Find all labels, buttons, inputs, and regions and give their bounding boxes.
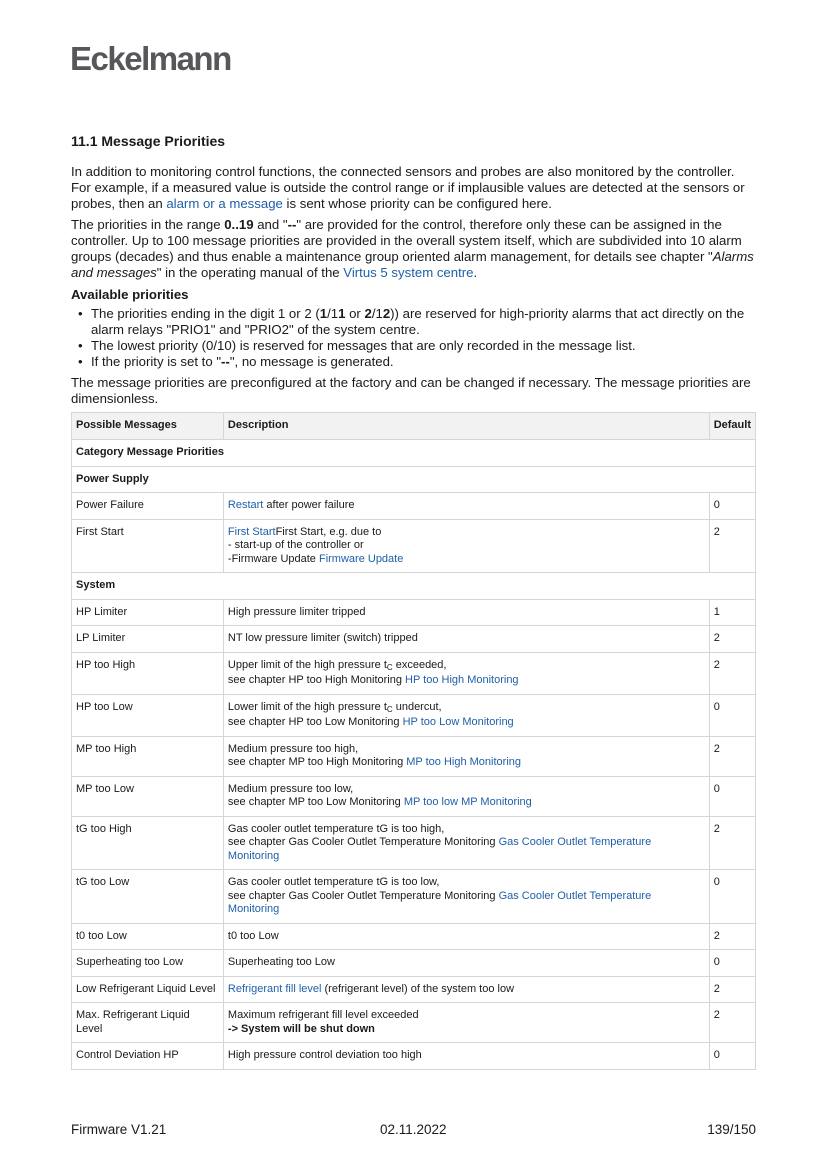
message-description: Upper limit of the high pressure $t_C$ exceeded, see chapter HP too High Monitoring HP too High Monitoring	[223, 652, 709, 694]
message-description: Maximum refrigerant fill level exceeded -> System will be shut down	[223, 1003, 709, 1043]
section-title: 11.1 Message Priorities	[71, 133, 226, 149]
table-row	[72, 599, 756, 626]
col-header-description: Description	[223, 413, 709, 440]
message-description: t0 too Low	[223, 923, 709, 950]
priorities-paragraph: The priorities in the range 0..19 and "--" are provided for the control, therefore only these can be assigned in the controller. Up to 100 message priorities are provided in the overall system itself, which are subdivided into 10 alarm groups (decades) and thus enable a maintenance group oriented alarm management, for details see chapter "Alarms and messages" in the operating manual of the Virtus 5 system centre.	[71, 217, 754, 280]
message-name: First Start	[72, 519, 224, 573]
restart-link[interactable]: Restart	[227, 499, 264, 511]
message-name: Max. Refrigerant Liquid Level	[72, 1003, 224, 1043]
page-content	[71, 133, 756, 1070]
intro-paragraph: In addition to monitoring control functions, the connected sensors and probes are also monitored by the controller. For example, if a measured value is outside the control range or if implausible values are detected at the sensors or probes, then an alarm or a message is sent whose priority can be configured here.	[71, 164, 745, 211]
page-number: 139/150	[707, 1122, 756, 1137]
table-row	[72, 519, 756, 573]
col-header-messages: Possible Messages	[72, 413, 224, 440]
message-name: HP Limiter	[72, 599, 224, 626]
message-description: High pressure control deviation too high	[223, 1043, 709, 1070]
group-system: System	[72, 573, 756, 600]
bullet-icon: •	[78, 354, 83, 369]
col-header-default: Default	[709, 413, 755, 440]
list-item: • If the priority is set to "--", no message is generated.	[78, 354, 394, 369]
table-row	[72, 816, 756, 870]
message-description: First StartFirst Start, e.g. due to - start-up of the controller or -Firmware Update Firmware Update	[223, 519, 709, 573]
table-row	[72, 950, 756, 977]
message-description: NT low pressure limiter (switch) tripped	[223, 626, 709, 653]
table-row	[72, 1003, 756, 1043]
message-name: tG too Low	[72, 870, 224, 924]
page-footer	[71, 1122, 756, 1140]
message-name: Superheating too Low	[72, 950, 224, 977]
message-description: High pressure limiter tripped	[223, 599, 709, 626]
message-default: 0	[709, 694, 755, 736]
message-default: 1	[709, 599, 755, 626]
table-row-category	[72, 440, 756, 467]
message-description: Refrigerant fill level (refrigerant level) of the system too low	[223, 976, 709, 1003]
message-description: Medium pressure too high, see chapter MP too High Monitoring MP too High Monitoring	[223, 736, 709, 776]
table-row	[72, 652, 756, 694]
message-description: Medium pressure too low, see chapter MP too Low Monitoring MP too low MP Monitoring	[223, 776, 709, 816]
message-default: 2	[709, 976, 755, 1003]
message-name: MP too Low	[72, 776, 224, 816]
dimensionless-paragraph: The message priorities are preconfigured at the factory and can be changed if necessary. The message priorities are dimensionless.	[71, 375, 751, 406]
mp-too-high-link[interactable]: MP too High Monitoring	[406, 756, 521, 768]
table-row	[72, 493, 756, 520]
message-name: MP too High	[72, 736, 224, 776]
message-default: 2	[709, 652, 755, 694]
hp-too-high-link[interactable]: HP too High Monitoring	[405, 674, 519, 686]
message-default: 2	[709, 519, 755, 573]
gas-cooler-temp-high-link[interactable]: Gas Cooler Outlet Temperature Monitoring	[227, 836, 652, 862]
alarm-message-link[interactable]: alarm or a message	[166, 196, 283, 211]
bullet-icon: •	[78, 306, 83, 321]
document-date: 02.11.2022	[380, 1122, 447, 1137]
message-default: 2	[709, 1003, 755, 1043]
table-row-power-supply	[72, 466, 756, 493]
message-name: HP too High	[72, 652, 224, 694]
list-item: • The priorities ending in the digit 1 or 2 (1/11 or 2/12)) are reserved for high-priority alarms that act directly on the alarm relays "PRIO1" and "PRIO2" of the system centre.	[78, 306, 745, 337]
available-priorities-heading: Available priorities	[71, 287, 189, 302]
message-priorities-table	[71, 412, 756, 1070]
message-default: 0	[709, 776, 755, 816]
table-row	[72, 736, 756, 776]
table-row-system	[72, 573, 756, 600]
table-row	[72, 976, 756, 1003]
table-row	[72, 923, 756, 950]
message-description: Superheating too Low	[223, 950, 709, 977]
message-default: 2	[709, 626, 755, 653]
table-row	[72, 694, 756, 736]
message-default: 0	[709, 870, 755, 924]
message-description: Gas cooler outlet temperature tG is too low, see chapter Gas Cooler Outlet Temperature Monitoring Gas Cooler Outlet Temperature Monitoring	[223, 870, 709, 924]
table-row	[72, 626, 756, 653]
message-description: Lower limit of the high pressure $t_C$ undercut, see chapter HP too Low Monitoring HP too Low Monitoring	[223, 694, 709, 736]
message-description: Restart after power failure	[223, 493, 709, 520]
group-power-supply: Power Supply	[72, 466, 756, 493]
message-default: 2	[709, 816, 755, 870]
message-default: 0	[709, 493, 755, 520]
firmware-update-link[interactable]: Firmware Update	[318, 552, 404, 565]
refrigerant-fill-level-link[interactable]: Refrigerant fill level	[227, 982, 322, 995]
message-default: 2	[709, 923, 755, 950]
table-row	[72, 870, 756, 924]
message-name: t0 too Low	[72, 923, 224, 950]
message-name: tG too High	[72, 816, 224, 870]
message-name: Power Failure	[72, 493, 224, 520]
company-logo: Eckelmann	[70, 40, 231, 77]
list-item: • The lowest priority (0/10) is reserved for messages that are only recorded in the message list.	[78, 338, 636, 353]
priorities-list	[71, 306, 756, 370]
bullet-icon: •	[78, 338, 83, 353]
message-name: Control Deviation HP	[72, 1043, 224, 1070]
message-default: 2	[709, 736, 755, 776]
message-default: 0	[709, 950, 755, 977]
virtus-system-centre-link[interactable]: Virtus 5 system centre	[343, 265, 474, 280]
table-header-row	[72, 413, 756, 440]
firmware-version: Firmware V1.21	[71, 1122, 167, 1137]
message-name: Low Refrigerant Liquid Level	[72, 976, 224, 1003]
gas-cooler-temp-low-link[interactable]: Gas Cooler Outlet Temperature Monitoring	[227, 889, 652, 915]
mp-too-low-link[interactable]: MP too low MP Monitoring	[403, 796, 532, 808]
message-description: Gas cooler outlet temperature tG is too high, see chapter Gas Cooler Outlet Temperature Monitoring Gas Cooler Outlet Temperature Monitoring	[223, 816, 709, 870]
table-row	[72, 1043, 756, 1070]
category-title: Category Message Priorities	[72, 440, 756, 467]
hp-too-low-link[interactable]: HP too Low Monitoring	[402, 716, 514, 728]
message-name: HP too Low	[72, 694, 224, 736]
message-default: 0	[709, 1043, 755, 1070]
table-row	[72, 776, 756, 816]
message-name: LP Limiter	[72, 626, 224, 653]
first-start-link[interactable]: First Start	[227, 525, 276, 538]
